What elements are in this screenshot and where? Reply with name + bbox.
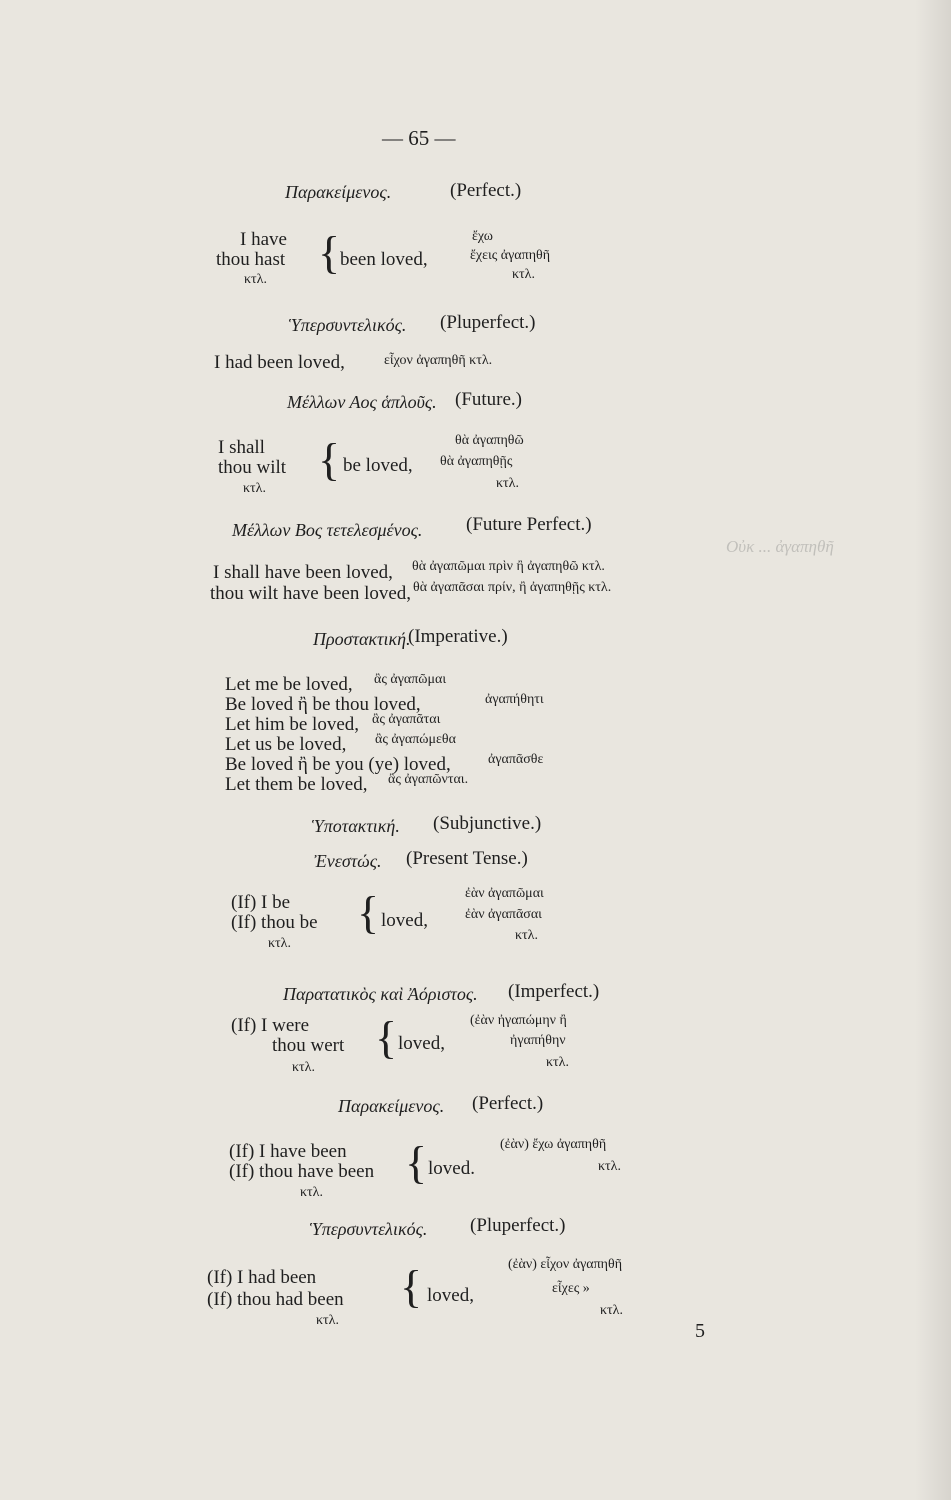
brace: {	[400, 1261, 423, 1312]
future-pronoun-3: κτλ.	[243, 481, 266, 496]
pluperfect-heading-greek: Ὑπερσυντελικός.	[289, 315, 407, 335]
imperative-greek-2: ἀγαπήθητι	[485, 692, 544, 707]
subj-pluperfect-heading-english: (Pluperfect.)	[470, 1215, 566, 1236]
subj-perfect-greek-1: (ἐὰν) ἔχω ἀγαπηθῆ	[500, 1137, 607, 1152]
imperative-greek-1: ἂς ἀγαπῶμαι	[374, 672, 447, 687]
subj-pluperfect-pronoun-3: κτλ.	[316, 1313, 339, 1328]
subjunctive-heading-english: (Subjunctive.)	[433, 813, 542, 834]
future-verb: be loved,	[343, 455, 413, 476]
imperfect-pronoun-2: thou wert	[272, 1035, 345, 1056]
present-pronoun-3: κτλ.	[268, 936, 291, 951]
subj-pluperfect-pronoun-1: (If) I had been	[207, 1267, 317, 1288]
future-greek-1: θὰ ἀγαπηθῶ	[455, 433, 524, 448]
present-greek-1: ἐὰν ἀγαπῶμαι	[465, 886, 544, 901]
future-greek-2: θὰ ἀγαπηθῇς	[440, 454, 513, 469]
perfect-pronoun-3: κτλ.	[244, 272, 267, 287]
future-pronoun-1: I shall	[218, 437, 265, 458]
future-greek-3: κτλ.	[496, 476, 519, 491]
pencil-annotation: Οὐκ ... ἀγαπηθῆ	[726, 537, 834, 556]
imperfect-greek-3: κτλ.	[546, 1055, 569, 1070]
present-greek-2: ἐὰν ἀγαπᾶσαι	[465, 907, 542, 922]
imperative-greek-6: ἂς ἀγαπῶνται.	[388, 772, 469, 787]
pluperfect-greek: εἶχον ἀγαπηθῆ κτλ.	[384, 353, 493, 368]
imperative-line-1: Let me be loved,	[225, 674, 353, 695]
imperfect-pronoun-3: κτλ.	[292, 1060, 315, 1075]
imperative-greek-5: ἀγαπᾶσθε	[488, 752, 544, 767]
perfect-heading-greek: Παρακείμενος.	[285, 182, 392, 202]
brace: {	[318, 227, 341, 278]
subjunctive-heading-greek: Ὑποτακτική.	[312, 816, 400, 836]
future-perfect-heading-english: (Future Perfect.)	[466, 514, 592, 535]
brace: {	[357, 887, 380, 938]
future-heading-english: (Future.)	[455, 389, 523, 410]
imperative-line-3: Let him be loved,	[225, 714, 360, 735]
subj-perfect-verb: loved.	[428, 1158, 475, 1179]
future-perfect-line-1: I shall have been loved,	[213, 562, 393, 583]
imperative-heading-greek: Προστακτική.	[313, 629, 411, 649]
subj-pluperfect-greek-3: κτλ.	[600, 1303, 623, 1318]
subj-pluperfect-pronoun-2: (If) thou had been	[207, 1289, 344, 1310]
subj-perfect-pronoun-1: (If) I have been	[229, 1141, 347, 1162]
present-greek-3: κτλ.	[515, 928, 538, 943]
imperfect-greek-2: ἠγαπήθην	[510, 1033, 566, 1048]
future-perfect-greek-2: θὰ ἀγαπᾶσαι πρίν, ἢ ἀγαπηθῇς κτλ.	[413, 580, 612, 595]
brace: {	[318, 434, 341, 485]
imperfect-greek-1: (ἐὰν ἠγαπώμην ἢ	[470, 1013, 567, 1028]
imperative-line-4: Let us be loved,	[225, 734, 347, 755]
imperative-line-2: Be loved ἢ be thou loved,	[225, 694, 421, 715]
imperative-line-6: Let them be loved,	[225, 774, 368, 795]
pluperfect-line: I had been loved,	[214, 352, 345, 373]
subj-pluperfect-greek-2: εἶχες »	[552, 1281, 590, 1296]
future-heading-greek: Μέλλων Αος ἁπλοῦς.	[287, 392, 437, 412]
imperative-greek-4: ἂς ἀγαπώμεθα	[375, 732, 456, 747]
imperative-greek-3: ἂς ἀγαπᾶται	[372, 712, 441, 727]
perfect-verb: been loved,	[340, 249, 428, 270]
present-verb: loved,	[381, 910, 428, 931]
future-perfect-heading-greek: Μέλλων Βος τετελεσμένος.	[232, 520, 423, 540]
perfect-greek-3: κτλ.	[512, 267, 535, 282]
present-pronoun-2: (If) thou be	[231, 912, 318, 933]
imperative-heading-english: (Imperative.)	[408, 626, 508, 647]
perfect-greek-2: ἔχεις ἀγαπηθῆ	[470, 248, 551, 263]
subj-perfect-greek-2: κτλ.	[598, 1159, 621, 1174]
subj-perfect-pronoun-2: (If) thou have been	[229, 1161, 375, 1182]
signature-mark: 5	[695, 1320, 705, 1342]
imperfect-pronoun-1: (If) I were	[231, 1015, 310, 1036]
subj-perfect-heading-greek: Παρακείμενος.	[338, 1096, 445, 1116]
subj-pluperfect-heading-greek: Ὑπερσυντελικός.	[310, 1219, 428, 1239]
future-perfect-greek-1: θὰ ἀγαπῶμαι πρὶν ἢ ἀγαπηθῶ κτλ.	[412, 559, 605, 574]
imperfect-heading-greek: Παρατατικὸς καὶ Ἀόριστος.	[283, 984, 478, 1004]
present-pronoun-1: (If) I be	[231, 892, 291, 913]
pluperfect-heading-english: (Pluperfect.)	[440, 312, 536, 333]
perfect-pronoun-1: I have	[240, 229, 287, 250]
present-heading-english: (Present Tense.)	[406, 848, 528, 869]
page-number: — 65 —	[382, 126, 456, 150]
future-pronoun-2: thou wilt	[218, 457, 287, 478]
perfect-greek-1: ἔχω	[472, 229, 493, 244]
subj-perfect-pronoun-3: κτλ.	[300, 1185, 323, 1200]
perfect-pronoun-2: thou hast	[216, 249, 286, 270]
page-edge-shadow	[915, 0, 951, 1500]
subj-perfect-heading-english: (Perfect.)	[472, 1093, 544, 1114]
brace: {	[405, 1137, 428, 1188]
future-perfect-line-2: thou wilt have been loved,	[210, 583, 412, 604]
brace: {	[375, 1012, 398, 1063]
subj-pluperfect-greek-1: (ἐὰν) εἶχον ἀγαπηθῆ	[508, 1257, 623, 1272]
imperfect-verb: loved,	[398, 1033, 445, 1054]
perfect-heading-english: (Perfect.)	[450, 180, 522, 201]
present-heading-greek: Ἐνεστώς.	[314, 851, 382, 871]
imperfect-heading-english: (Imperfect.)	[508, 981, 600, 1002]
imperative-line-5: Be loved ἢ be you (ye) loved,	[225, 754, 451, 775]
subj-pluperfect-verb: loved,	[427, 1285, 474, 1306]
